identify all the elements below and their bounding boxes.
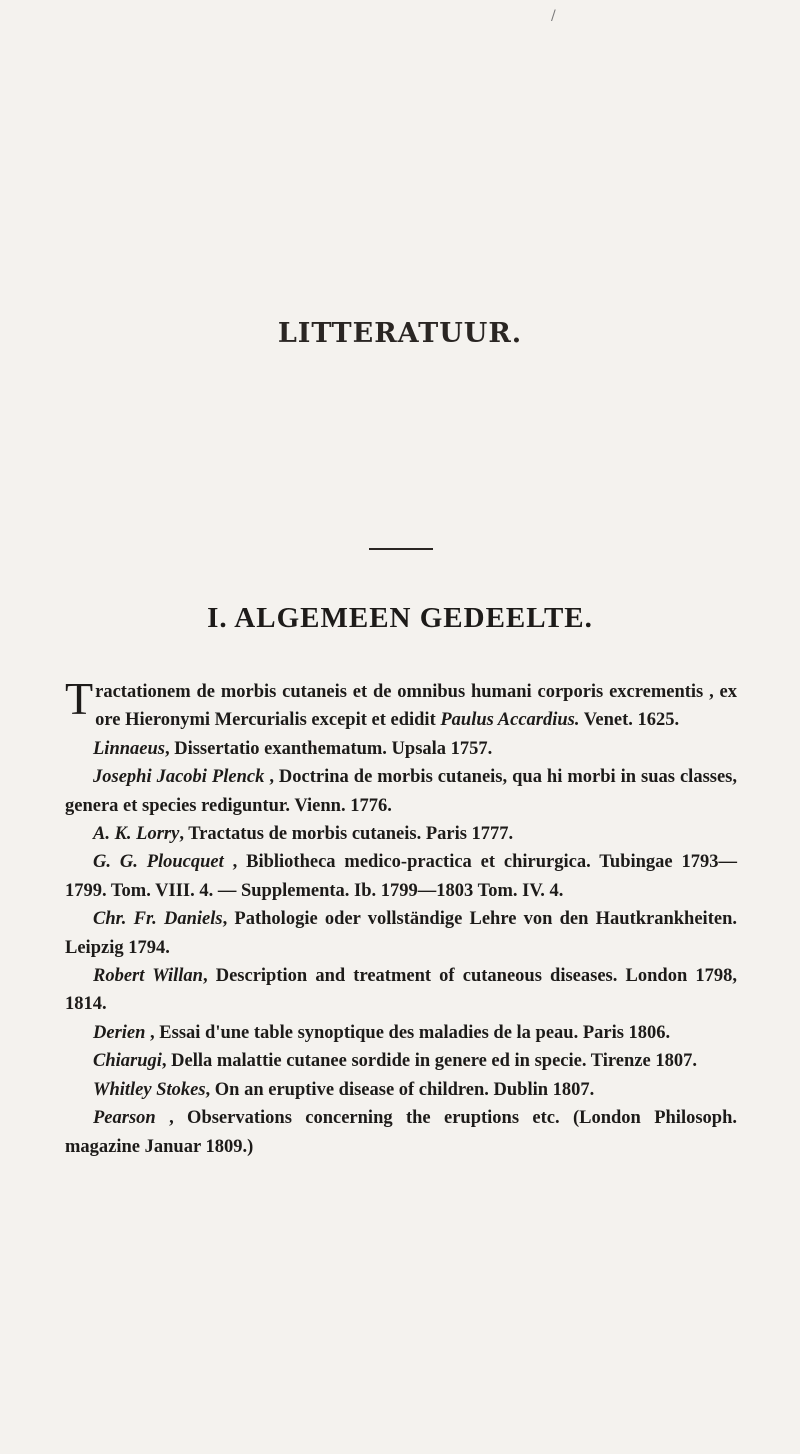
entry-text: , Essai d'une table synoptique des maladies de la peau. Paris 1806. (145, 1022, 671, 1043)
entry-text: , Dissertatio exanthematum. Upsala 1757. (164, 738, 493, 759)
drop-cap: T (65, 673, 94, 724)
entry-author: Whitley Stokes (93, 1079, 206, 1100)
entry-author: Pearson (93, 1108, 156, 1129)
entry-text: , On an eruptive disease of children. Dublin 1807. (205, 1079, 595, 1100)
entry-text: , Doctrina de morbis cutaneis, qua hi morbi in suas classes, genera et species rediguntur. Vienn. 1776. (65, 767, 738, 816)
entry-author: Paulus Accardius. (440, 710, 580, 731)
bibliography-entry (65, 1104, 737, 1161)
entry-text: , Observations concerning the eruptions etc. (London Philosoph. magazine Januar 1809.) (65, 1108, 737, 1157)
entry-author: A. K. Lorry (93, 824, 180, 845)
bibliography-entry (65, 905, 737, 962)
bibliography (65, 673, 738, 1161)
entry-text: Venet. 1625. (579, 710, 680, 731)
entry-author: Chr. Fr. Daniels (93, 909, 223, 930)
entry-author: Josephi Jacobi Plenck (93, 767, 265, 788)
heading-rule (369, 548, 433, 550)
entry-text: , Description and treatment of cutaneous diseases. London 1798, 1814. (65, 966, 738, 1015)
bibliography-entry (65, 763, 737, 820)
entry-text: , Bibliotheca medico-practica et chirurgica. Tubingae 1793—1799. Tom. VIII. 4. — Supplementa. Ib. 1799—1803 Tom. IV. 4. (65, 852, 737, 901)
bibliography-entry (65, 1076, 737, 1104)
entry-text: , Pathologie oder vollständige Lehre von den Hautkrankheiten. Leipzig 1794. (65, 909, 737, 958)
entry-author: G. G. Ploucquet (93, 852, 224, 873)
bibliography-entry (65, 848, 737, 905)
entry-author: Robert Willan (93, 966, 203, 987)
entry-author: Linnaeus (93, 738, 165, 759)
bibliography-entry (65, 673, 737, 735)
bibliography-entry (65, 1019, 737, 1047)
entry-author: Chiarugi (93, 1051, 162, 1072)
bibliography-entry (65, 962, 737, 1019)
bibliography-entry (65, 735, 737, 763)
entry-text: , Della malattie cutanee sordide in genere ed in specie. Tirenze 1807. (161, 1051, 697, 1072)
bibliography-entry (65, 820, 737, 848)
page-heading: LITTERATUUR. (277, 318, 523, 349)
bibliography-entry (65, 1047, 737, 1075)
page-mark: / (551, 8, 556, 24)
entry-text: , Tractatus de morbis cutaneis. Paris 1777. (179, 824, 514, 845)
entry-text: ractationem de morbis cutaneis et de omnibus humani corporis excrementis , ex ore Hieronymi Mercurialis excepit et edidit (95, 682, 737, 731)
section-title: I. ALGEMEEN GEDEELTE. (207, 602, 593, 634)
entry-author: Derien (93, 1022, 146, 1043)
